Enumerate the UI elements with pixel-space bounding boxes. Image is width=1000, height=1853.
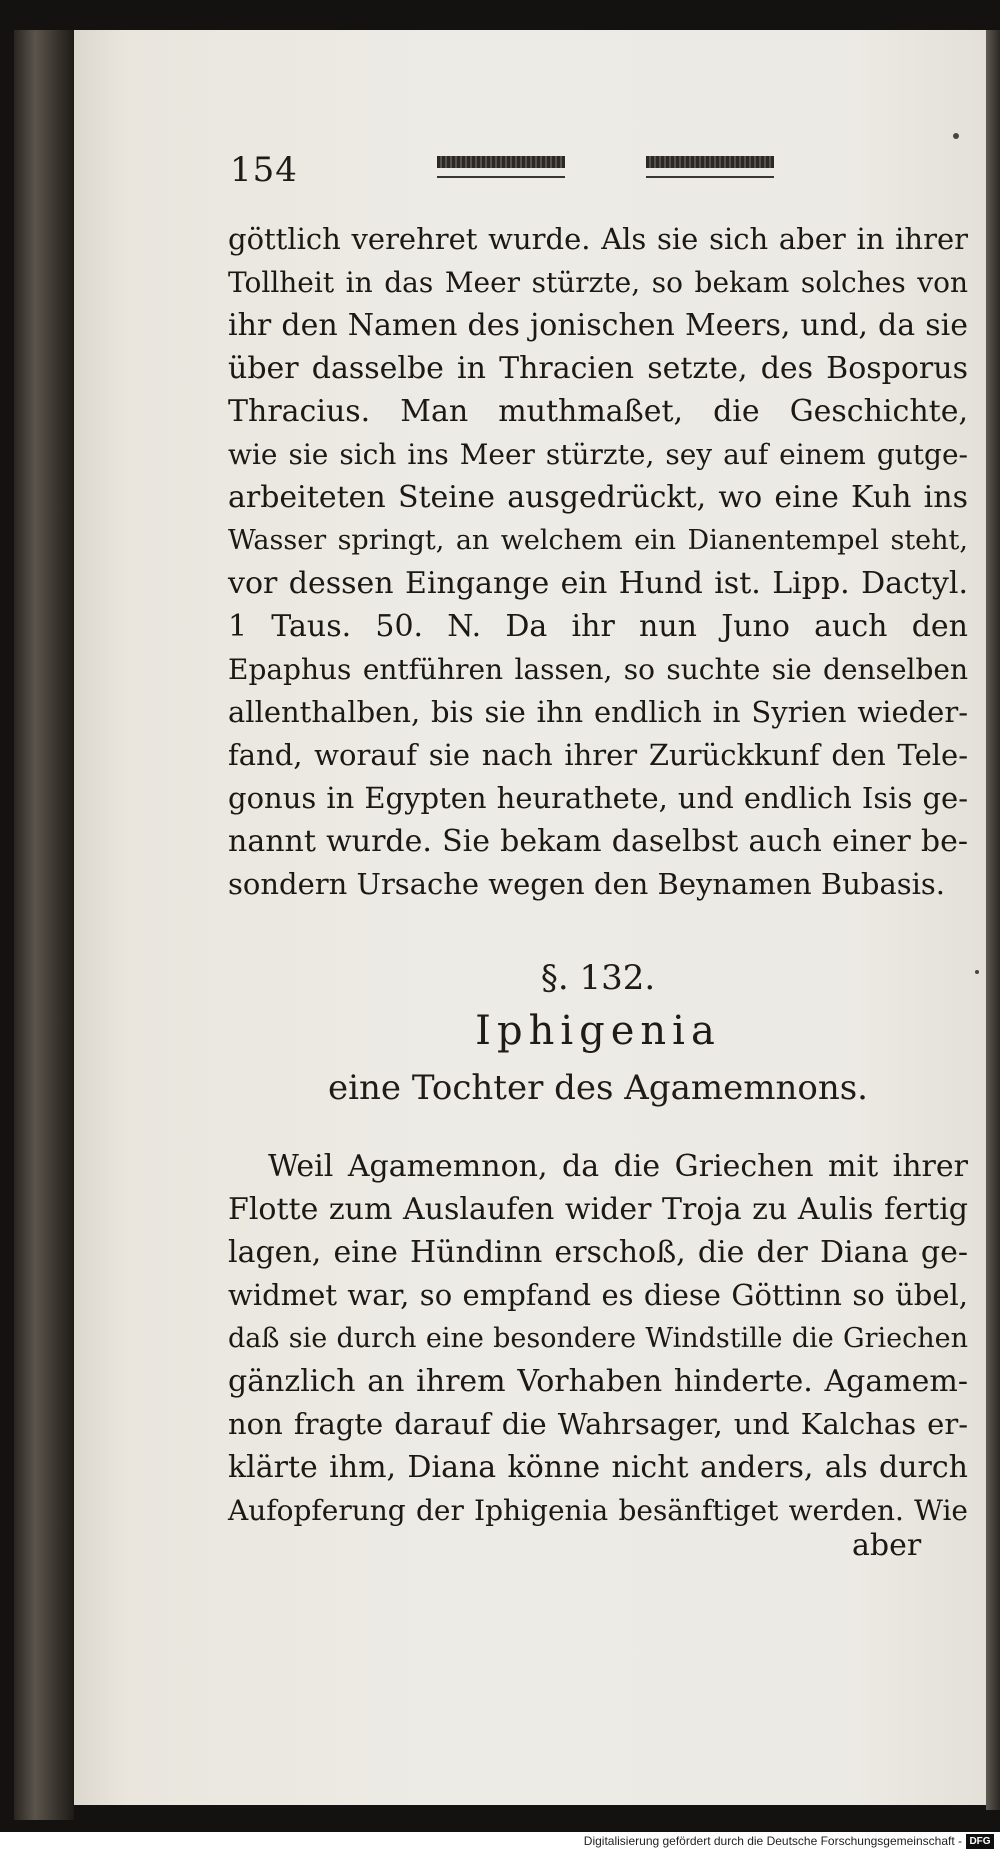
text-line: göttlich verehret wurde. Als sie sich aber in ihrer xyxy=(228,222,968,256)
header-ornament-left xyxy=(437,156,565,188)
text-line: widmet war, so empfand es diese Göttinn so übel, xyxy=(228,1278,968,1312)
paper-speck xyxy=(953,133,959,139)
text-line: nannt wurde. Sie bekam daselbst auch einer be- xyxy=(228,824,968,859)
section-subtitle: eine Tochter des Agamemnons. xyxy=(328,1068,868,1108)
text-line: Epaphus entführen lassen, so suchte sie denselben xyxy=(228,653,968,686)
text-line: allenthalben, bis sie ihn endlich in Syrien wieder- xyxy=(228,695,968,729)
paper-speck xyxy=(975,970,979,974)
book-spine xyxy=(14,30,74,1820)
page-number: 154 xyxy=(230,150,298,190)
text-line: sondern Ursache wegen den Beynamen Bubasis. xyxy=(228,867,945,901)
section-number: §. 132. xyxy=(540,958,656,998)
page-header xyxy=(230,150,790,200)
text-line: über dasselbe in Thracien setzte, des Bosporus xyxy=(228,351,968,386)
page-edge-shadow xyxy=(986,30,1000,1810)
text-line: non fragte darauf die Wahrsager, und Kalchas er- xyxy=(228,1407,968,1441)
digitization-credit: Digitalisierung gefördert durch die Deutsche Forschungsgemeinschaft - xyxy=(583,1834,962,1848)
text-line: vor dessen Eingange ein Hund ist. Lipp. Dactyl. xyxy=(228,566,968,601)
text-line: ihr den Namen des jonischen Meers, und, da sie xyxy=(228,308,968,343)
text-line: Tollheit in das Meer stürzte, so bekam solches von xyxy=(228,266,968,299)
text-line: Aufopferung der Iphigenia besänftiget werden. Wie xyxy=(228,1494,968,1527)
text-line: lagen, eine Hündinn erschoß, die der Diana ge- xyxy=(228,1235,968,1270)
text-line: daß sie durch eine besondere Windstille die Griechen xyxy=(228,1323,968,1354)
catchword: aber xyxy=(852,1528,922,1563)
text-line: fand, worauf sie nach ihrer Zurückkunf den Tele- xyxy=(228,738,968,772)
text-line: klärte ihm, Diana könne nicht anders, als durch xyxy=(228,1450,968,1485)
text-line: Thracius. Man muthmaßet, die Geschichte, xyxy=(228,394,968,429)
header-ornament-right xyxy=(646,156,774,188)
text-line: Flotte zum Auslaufen wider Troja zu Aulis fertig xyxy=(228,1192,968,1227)
paragraph-1 xyxy=(228,218,968,906)
text-line: Wasser springt, an welchem ein Dianentempel steht, xyxy=(228,525,968,556)
text-line: gänzlich an ihrem Vorhaben hinderte. Agamem- xyxy=(228,1364,968,1399)
text-line: Weil Agamemnon, da die Griechen mit ihrer xyxy=(268,1149,968,1184)
text-line: arbeiteten Steine ausgedrückt, wo eine Kuh ins xyxy=(228,480,968,515)
paragraph-2 xyxy=(228,1145,968,1532)
dfg-logo: DFG xyxy=(966,1834,994,1849)
text-line: 1 Taus. 50. N. Da ihr nun Juno auch den xyxy=(228,609,968,644)
section-title: Iphigenia xyxy=(475,1008,721,1054)
text-line: gonus in Egypten heurathete, und endlich Isis ge- xyxy=(228,781,968,815)
text-line: wie sie sich ins Meer stürzte, sey auf einem gutge- xyxy=(228,438,968,471)
